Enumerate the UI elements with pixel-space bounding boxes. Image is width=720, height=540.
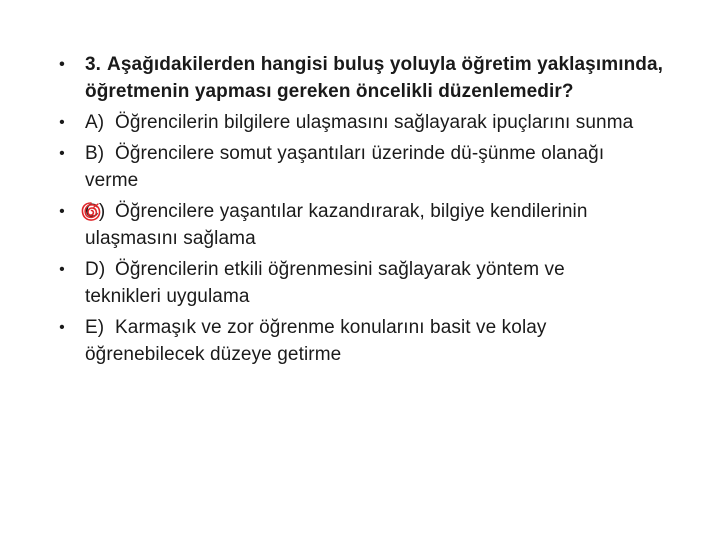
question-number: 3. xyxy=(85,54,102,75)
option-text-line2: verme xyxy=(85,170,139,191)
option-text: Karmaşık ve zor öğrenme konularını basit ve kolay xyxy=(115,317,547,338)
option-c xyxy=(55,198,715,252)
option-d xyxy=(55,256,715,310)
bullet-icon: • xyxy=(59,145,65,162)
bullet-icon: • xyxy=(59,203,65,220)
option-b xyxy=(55,140,715,194)
option-letter: E) xyxy=(85,317,105,338)
option-letter: D) xyxy=(85,259,106,280)
option-e xyxy=(55,314,715,368)
option-text: Öğrencilerin etkili öğrenmesini sağlayarak yöntem ve xyxy=(115,259,565,280)
option-letter: B) xyxy=(85,143,105,164)
bullet-icon: • xyxy=(59,56,65,73)
question-item xyxy=(55,51,715,105)
option-letter: C) xyxy=(85,201,106,222)
question-text-line2: öğretmenin yapması gereken öncelikli düzenlemedir? xyxy=(85,81,574,102)
option-letter: A) xyxy=(85,112,105,133)
question-list xyxy=(55,51,715,372)
bullet-icon: • xyxy=(59,114,65,131)
option-a xyxy=(55,109,715,136)
option-text-line2: ulaşmasını sağlama xyxy=(85,228,256,249)
question-text-line1: Aşağıdakilerden hangisi buluş yoluyla öğretim yaklaşımında, xyxy=(107,54,664,75)
bullet-icon: • xyxy=(59,319,65,336)
option-text-line2: öğrenebilecek düzeye getirme xyxy=(85,344,342,365)
option-text-line2: teknikleri uygulama xyxy=(85,286,250,307)
option-text: Öğrencilere yaşantılar kazandırarak, bilgiye kendilerinin xyxy=(115,201,588,222)
option-text: Öğrencilerin bilgilere ulaşmasını sağlayarak ipuçlarını sunma xyxy=(115,112,634,133)
option-text: Öğrencilere somut yaşantıları üzerinde dü-şünme olanağı xyxy=(115,143,605,164)
bullet-icon: • xyxy=(59,261,65,278)
